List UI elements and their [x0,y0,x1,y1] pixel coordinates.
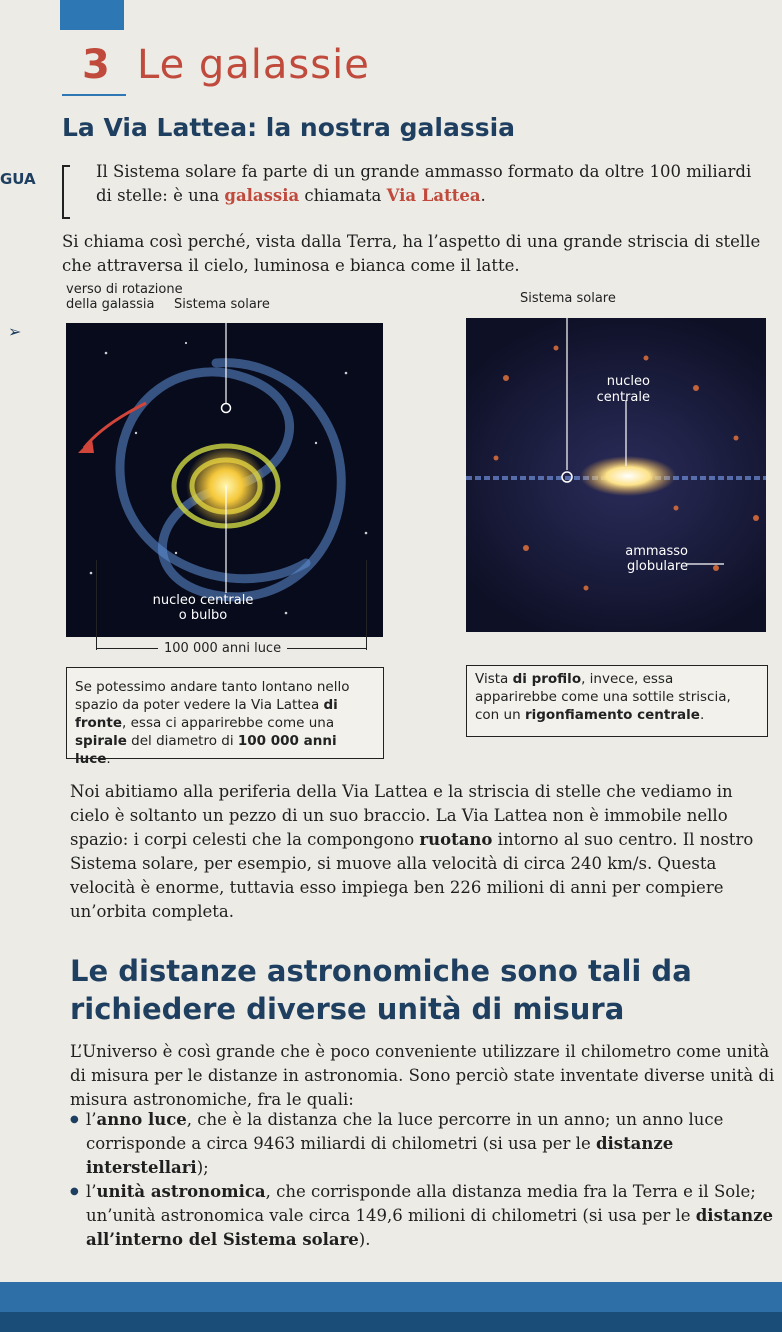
list-item-astronomical-unit: ● l’unità astronomica, che corrisponde alla distanza media fra la Terra e il Sole; un’unità astronomica vale circa 149,6 milioni di chilometri (si usa per le distanze all’interno del Sistema solare). [70,1180,775,1252]
cluster-label-1: ammasso [625,544,688,559]
distance-label: 100 000 anni luce [158,641,287,656]
edge-view-drawing [466,318,766,632]
distance-tick-left [96,560,97,650]
bottom-color-band [0,1282,782,1312]
list-item-light-year: ● l’anno luce, che è la distanza che la luce percorre in un anno; un anno luce corrisponde a circa 9463 miliardi di chilometri (si usa per le distanze interstellari); [70,1108,775,1180]
margin-tag: GUA [0,170,36,188]
caption-edge: Vista di profilo, invece, essa apparirebbe come una sottile striscia, con un rigonfiamento centrale. [466,665,768,737]
chapter-number-underline [62,94,126,96]
center-label-2: o bulbo [178,608,228,623]
intro-bracket [62,165,70,219]
intro-paragraph: Il Sistema solare fa parte di un grande ammasso formato da oltre 100 miliardi di stelle: è una galassia chiamata Via Lattea. [96,162,752,205]
nucleus-label-1: nucleo [606,374,650,389]
paragraph-units: L’Universo è così grande che è poco conveniente utilizzare il chilometro come unità di misura per le distanze in astronomia. Sono perciò state inventate diverse unità di misura astronomiche, fra le quali: [70,1042,775,1109]
center-label-1: nucleo centrale [152,593,254,608]
paragraph-milk: Si chiama così perché, vista dalla Terra, ha l’aspetto di una grande striscia di stelle che attraversa il cielo, luminosa e bianca come il latte. [62,232,761,275]
distance-tick-right [366,560,367,650]
rotation-label-1: verso di rotazione [66,282,183,297]
solar-system-label-edge: Sistema solare [520,291,616,306]
chapter-title: Le galassie [137,42,370,88]
top-color-bar [60,0,124,30]
spiral-galaxy-drawing [66,323,383,637]
edge-view-image [466,318,766,632]
chapter-number: 3 [82,42,110,88]
heading-distances: Le distanze astronomiche sono tali da richiedere diverse unità di misura [70,954,692,1026]
rotation-label-2: della galassia [66,297,155,312]
spiral-galaxy-image [66,323,383,637]
term-via-lattea: Via Lattea [386,186,481,205]
caption-spiral: Se potessimo andare tanto lontano nello spazio da poter vedere la Via Lattea di fronte, essa ci apparirebbe come una spirale del diametro di 100 000 anni luce. [66,667,384,759]
term-galassia: galassia [224,186,300,205]
section-title: La Via Lattea: la nostra galassia [62,113,516,142]
units-list [70,1108,775,1252]
cluster-label-2: globulare [627,559,688,574]
bottom-dark-band [0,1312,782,1332]
solar-system-label-spiral: Sistema solare [174,297,270,312]
paragraph-rotation: Noi abitiamo alla periferia della Via Lattea e la striscia di stelle che vediamo in cielo è soltanto un pezzo di un suo braccio. La Via Lattea non è immobile nello spazio: i corpi celesti che la compongono ruotano intorno al suo centro. Il nostro Sistema solare, per esempio, si muove alla velocità di circa 240 km/s. Questa velocità è enorme, tuttavia esso impiega ben 226 milioni di anni per compiere un’orbita completa. [70,782,754,921]
nucleus-label-2: centrale [596,390,650,405]
cursor-arrow-icon: ➢ [8,322,22,341]
